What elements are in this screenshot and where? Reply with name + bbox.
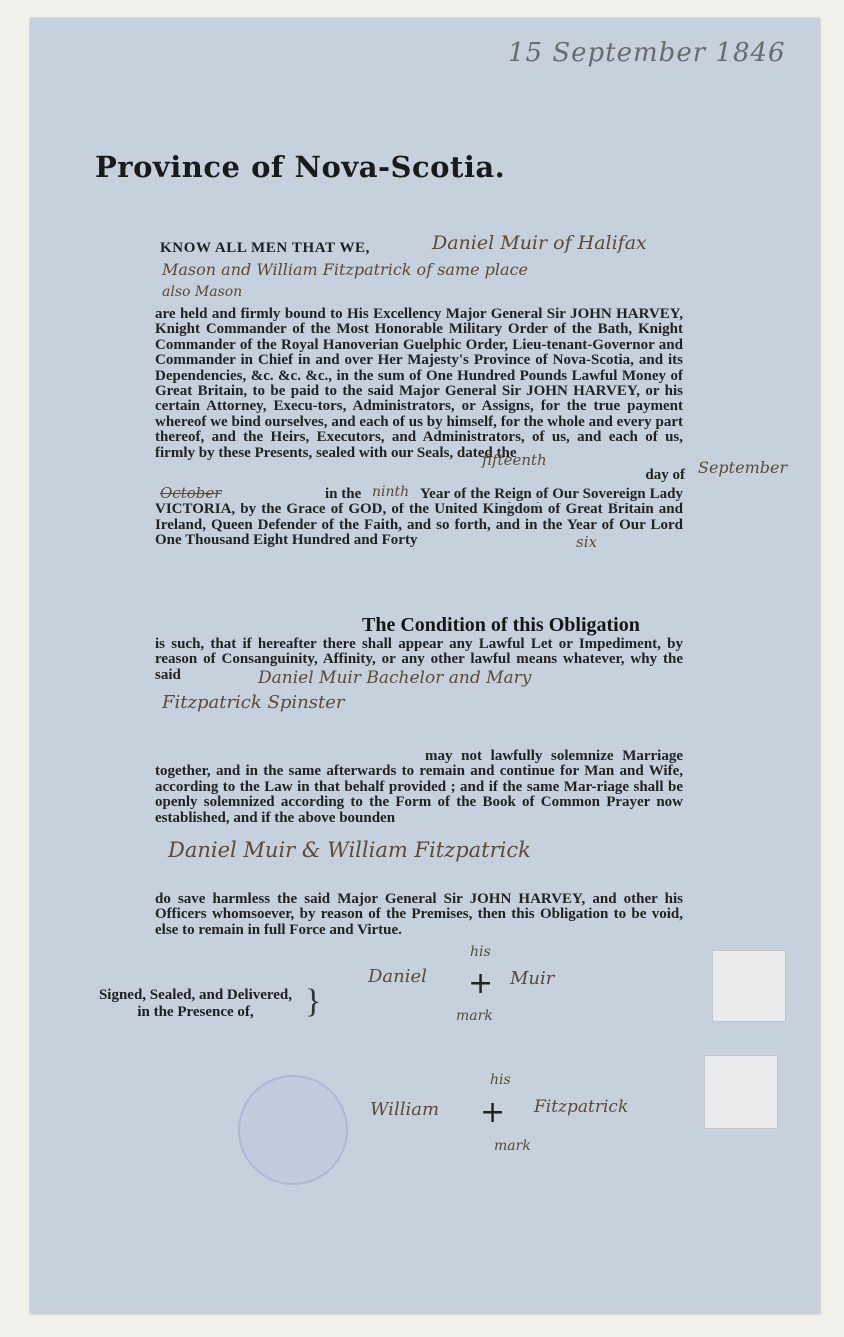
sig2-mark-cross: + <box>480 1095 506 1130</box>
handwritten-bound-names-3: also Mason <box>162 284 243 300</box>
handwritten-parties-1: Daniel Muir Bachelor and Mary <box>258 668 532 688</box>
sig1-his: his <box>470 944 491 960</box>
sig2-last-name: Fitzpatrick <box>534 1097 629 1117</box>
condition-text-1: is such, that if hereafter there shall appear any Lawful Let or Impediment, by reason of Consanguinity, Affinity, or any other lawful means whatever, why the said <box>155 637 683 683</box>
reign-text: VICTORIA, by the Grace of GOD, of the United Kingdom of Great Britain and Ireland, Queen Defender of the Faith, and so forth, and in the Year of Our Lord One Thousand Eight Hundred and Forty <box>155 503 683 549</box>
bond-text: are held and firmly bound to His Excellency Major General Sir JOHN HARVEY, Knight Commander of the Most Honorable Military Order of the Bath, Knight Commander of the Royal Hanoverian Guelphic Order, Lieu-tenant-Governor and Commander in Chief in and over Her Majesty's Province of Nova-Scotia, and its Dependencies, &c. &c. &c., in the sum of One Hundred Pounds Lawful Money of Great Britain, to be paid to the said Major General Sir JOHN HARVEY, or his certain Attorney, Execu-tors, Administrators, or Assigns, for the true payment whereof we bind ourselves, and each of us by himself, for the whole and every part thereof, and the Heirs, Executors, and Administrators, of us, and each of us, firmly by these Presents, sealed with our Seals, dated the <box>155 307 683 461</box>
condition-text-3: do save harmless the said Major General Sir JOHN HARVEY, and other his Officers whomsoever, by reason of the Premises, then this Obligation to be void, else to remain in full Force and Virtue. <box>155 892 683 938</box>
handwritten-month-margin: September <box>698 458 788 477</box>
handwritten-date-note: 15 September 1846 <box>508 38 786 68</box>
sig1-mark-cross: + <box>468 966 494 1001</box>
sig1-last-name: Muir <box>510 968 555 989</box>
wax-seal-2 <box>704 1055 778 1129</box>
handwritten-bound-names-1: Daniel Muir of Halifax <box>432 232 647 254</box>
sig2-his: his <box>490 1072 511 1088</box>
day-of-label: day of <box>645 467 685 483</box>
handwritten-month-struck: October <box>160 484 222 502</box>
brace-glyph: } <box>305 983 322 1020</box>
sig1-first-name: Daniel <box>368 966 427 987</box>
handwritten-bound-names-2: Mason and William Fitzpatrick of same place <box>162 260 528 279</box>
condition-text-2: may not lawfully solemnize Marriage together, and in the same afterwards to remain and continue for Man and Wife, according to the Law in that behalf provided ; and if the same Mar-riage shall be openly solemnized according to the Form of the Book of Common Prayer now established, and if the above bounden <box>155 749 683 826</box>
handwritten-parties-2: Fitzpatrick Spinster <box>162 692 345 713</box>
handwritten-bounden-names: Daniel Muir & William Fitzpatrick <box>168 838 531 862</box>
province-title: Province of Nova-Scotia. <box>95 150 506 184</box>
handwritten-forty: six <box>576 533 597 551</box>
wax-seal-1 <box>712 950 786 1022</box>
signed-label: Signed, Sealed, and Delivered, <box>98 987 293 1003</box>
sig2-first-name: William <box>370 1099 440 1120</box>
in-the-label: in the <box>325 486 362 502</box>
faded-stamp <box>238 1075 348 1185</box>
handwritten-year: ninth <box>372 484 410 500</box>
intro-lead: KNOW ALL MEN THAT WE, <box>160 240 371 256</box>
witness-label <box>88 987 303 1021</box>
sig1-mark-label: mark <box>456 1008 493 1024</box>
sig2-mark-label: mark <box>494 1138 531 1154</box>
condition-title: The Condition of this Obligation <box>362 614 640 636</box>
handwritten-day: fifteenth <box>482 451 547 469</box>
presence-label: in the Presence of, <box>137 1004 254 1020</box>
reign-text-line1: Year of the Reign of Our Sovereign Lady <box>420 487 683 502</box>
